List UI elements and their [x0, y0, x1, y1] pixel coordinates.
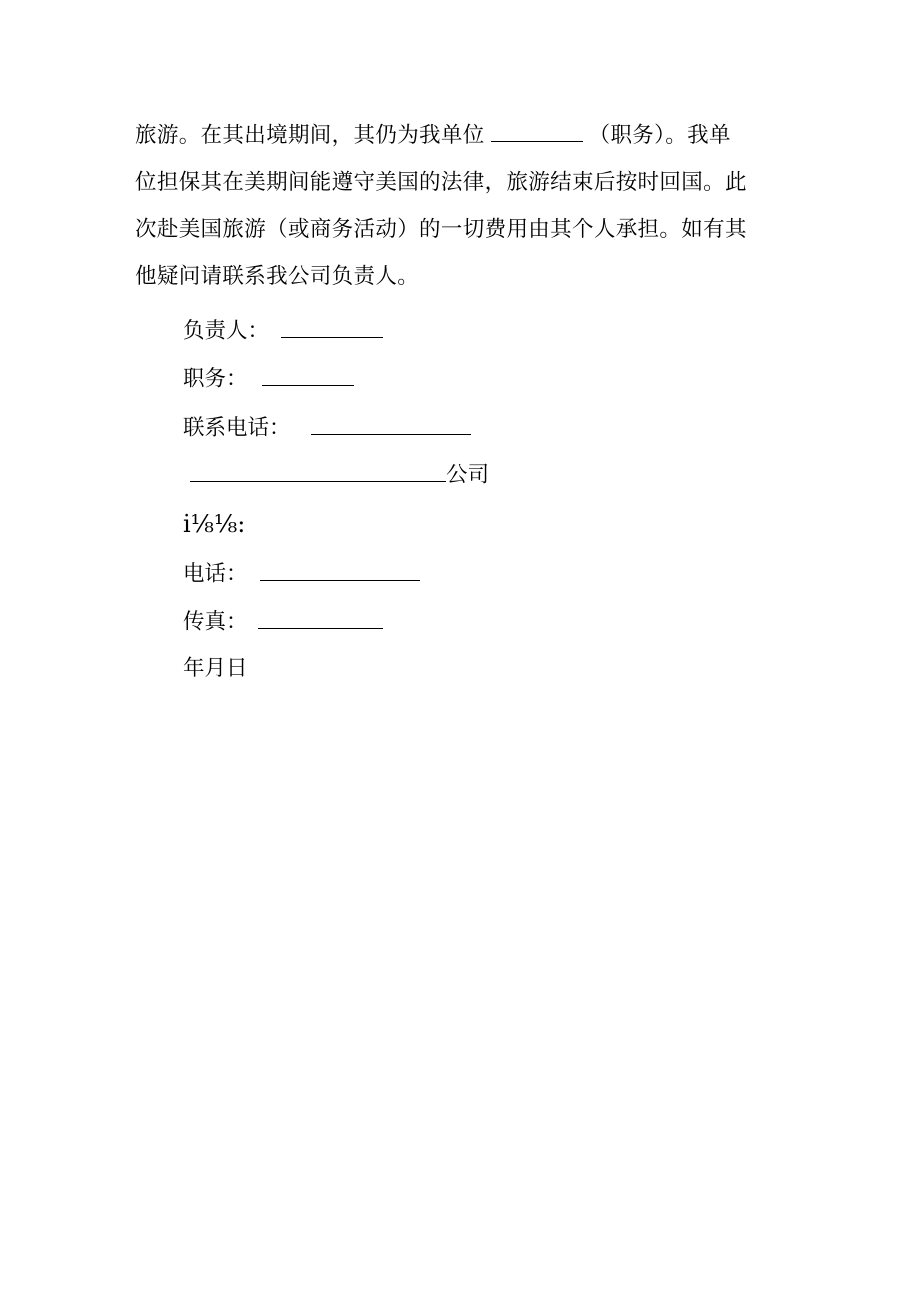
paragraph-line-1: [135, 112, 795, 159]
company-field: [190, 459, 489, 491]
contact-phone-label: 联系电话：: [183, 415, 291, 441]
fax-field: [183, 606, 383, 638]
paragraph-line-2: 位担保其在美期间能遵守美国的法律，旅游结束后按时回国。此: [135, 170, 747, 195]
company-suffix: 公司: [446, 462, 490, 488]
phone-field: [183, 558, 420, 590]
fax-blank: [258, 606, 383, 629]
position-field-blank: [262, 363, 354, 386]
position-field: [183, 363, 354, 395]
paragraph-line-4: 他疑问请联系我公司负责人。: [135, 264, 420, 289]
paragraph-line-3: 次赴美国旅游（或商务活动）的一切费用由其个人承担。如有其: [135, 217, 747, 242]
position-blank: [491, 120, 583, 143]
phone-blank: [260, 558, 420, 581]
contact-phone-blank: [311, 412, 471, 435]
guarantee-paragraph: [135, 112, 795, 300]
fax-label: 传真：: [183, 609, 248, 635]
company-name-blank: [190, 459, 446, 482]
phone-label: 电话：: [183, 561, 248, 587]
responsible-person-label: 负责人：: [183, 318, 270, 344]
paragraph-line-1-text-a: 旅游。在其出境期间，其仍为我单位: [135, 123, 485, 148]
position-label: 职务：: [183, 366, 248, 392]
garbled-text: i⅛⅛:: [183, 510, 246, 538]
responsible-person-field: [183, 315, 383, 347]
contact-phone-field: [183, 412, 471, 444]
paragraph-line-1-text-b: （职务）。我单: [588, 123, 731, 148]
responsible-person-blank: [281, 315, 383, 338]
date-line: 年月日: [183, 656, 248, 681]
